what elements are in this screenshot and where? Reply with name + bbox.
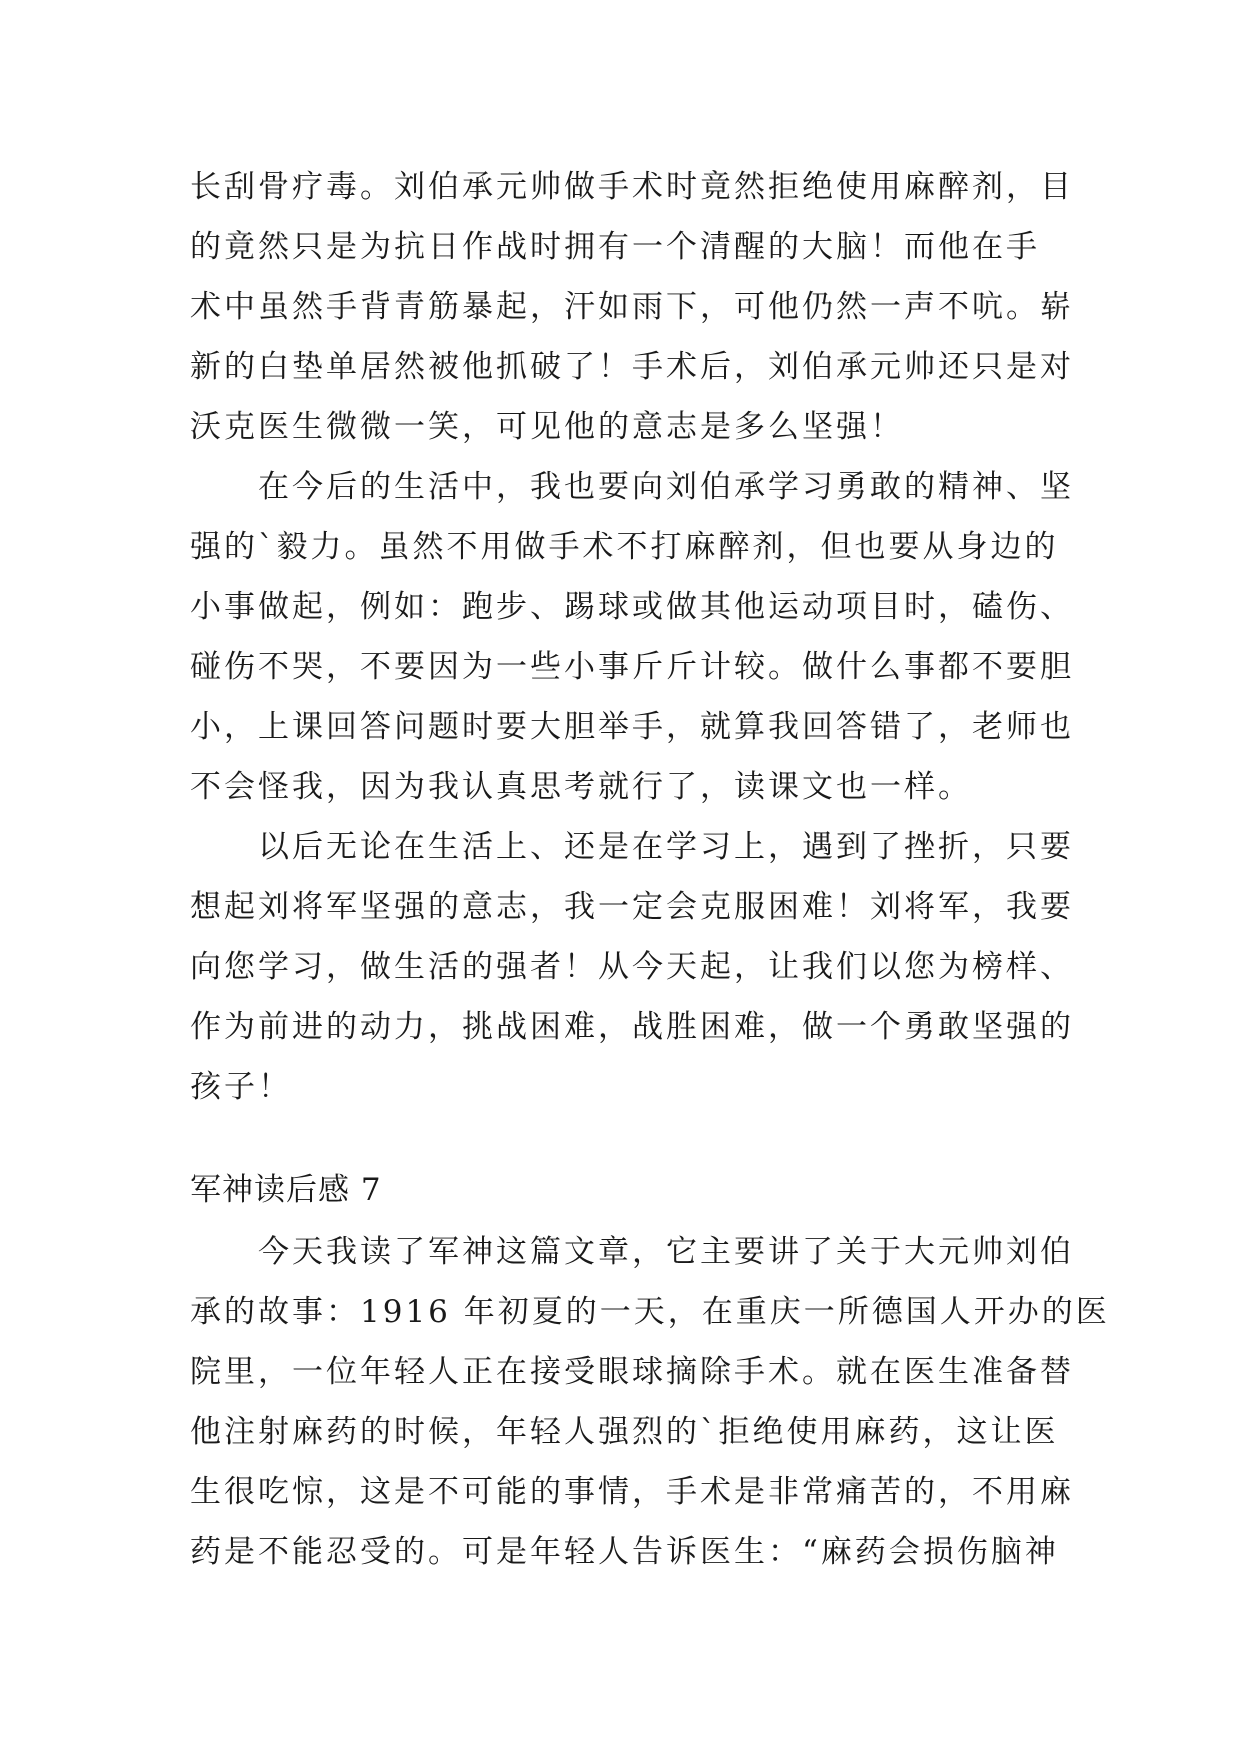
- text-line: 在今后的生活中，我也要向刘伯承学习勇敢的精神、坚: [190, 469, 1074, 505]
- text-line: 不会怪我，因为我认真思考就行了，读课文也一样。: [190, 769, 972, 805]
- text-line: 术中虽然手背青筋暴起，汗如雨下，可他仍然一声不吭。崭: [190, 289, 1074, 325]
- text-line: 沃克医生微微一笑，可见他的意志是多么坚强！: [190, 409, 904, 445]
- text-line: 他注射麻药的时候，年轻人强烈的`拒绝使用麻药，这让医: [190, 1414, 1059, 1450]
- text-line: 小事做起，例如：跑步、踢球或做其他运动项目时，磕伤、: [190, 589, 1074, 625]
- text-line: 的竟然只是为抗日作战时拥有一个清醒的大脑！而他在手: [190, 229, 1040, 265]
- text-line: 生很吃惊，这是不可能的事情，手术是非常痛苦的，不用麻: [190, 1474, 1074, 1510]
- text-line: 强的`毅力。虽然不用做手术不打麻醉剂，但也要从身边的: [190, 529, 1059, 565]
- section-heading: 军神读后感 7: [190, 1172, 382, 1208]
- text-line: 药是不能忍受的。可是年轻人告诉医生：“麻药会损伤脑神: [190, 1534, 1059, 1570]
- text-line: 向您学习，做生活的强者！从今天起，让我们以您为榜样、: [190, 949, 1074, 985]
- text-line: 小，上课回答问题时要大胆举手，就算我回答错了，老师也: [190, 709, 1074, 745]
- text-line: 作为前进的动力，挑战困难，战胜困难，做一个勇敢坚强的: [190, 1009, 1074, 1045]
- text-line: 院里，一位年轻人正在接受眼球摘除手术。就在医生准备替: [190, 1354, 1074, 1390]
- text-line: 长刮骨疗毒。刘伯承元帅做手术时竟然拒绝使用麻醉剂，目: [190, 169, 1074, 205]
- text-line: 以后无论在生活上、还是在学习上，遇到了挫折，只要: [190, 829, 1074, 865]
- text-line: 今天我读了军神这篇文章，它主要讲了关于大元帅刘伯: [190, 1234, 1074, 1270]
- text-line: 孩子！: [190, 1069, 292, 1105]
- text-line: 承的故事：1916 年初夏的一天，在重庆一所德国人开办的医: [190, 1294, 1110, 1330]
- text-line: 新的白垫单居然被他抓破了！手术后，刘伯承元帅还只是对: [190, 349, 1074, 385]
- text-line: 想起刘将军坚强的意志，我一定会克服困难！刘将军，我要: [190, 889, 1074, 925]
- text-line: 碰伤不哭，不要因为一些小事斤斤计较。做什么事都不要胆: [190, 649, 1074, 685]
